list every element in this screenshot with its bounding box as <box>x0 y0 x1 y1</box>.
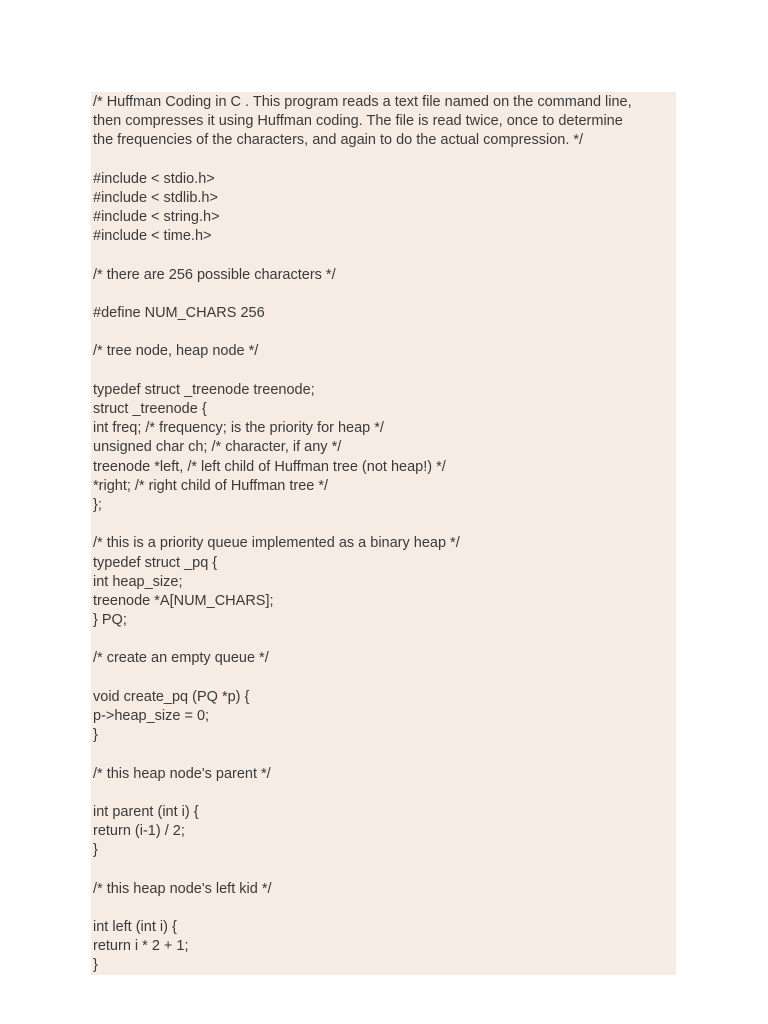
code-line: /* this heap node's left kid */ <box>93 880 272 897</box>
code-line: unsigned char ch; /* character, if any */ <box>93 439 342 456</box>
code-line: int parent (int i) { <box>93 803 199 820</box>
code-line: /* there are 256 possible characters */ <box>93 266 336 283</box>
code-line: the frequencies of the characters, and again to do the actual compression. */ <box>93 132 584 149</box>
code-line: } <box>93 842 98 859</box>
code-line: #define NUM_CHARS 256 <box>93 305 265 322</box>
code-line: return i * 2 + 1; <box>93 938 189 955</box>
code-line: *right; /* right child of Huffman tree */ <box>93 477 329 494</box>
code-line <box>93 323 676 342</box>
code-line <box>93 630 676 649</box>
code-line: /* create an empty queue */ <box>93 650 269 667</box>
code-line: /* this heap node's parent */ <box>93 765 271 782</box>
code-line: #include < stdlib.h> <box>93 189 218 206</box>
code-line: } <box>93 957 98 974</box>
code-line: } <box>93 727 98 744</box>
code-line <box>93 899 676 918</box>
code-line <box>93 247 676 266</box>
code-line: }; <box>93 496 102 513</box>
code-line: struct _treenode { <box>93 401 207 417</box>
code-line: #include < stdio.h> <box>93 170 215 187</box>
code-line <box>93 151 676 170</box>
code-line: int heap_size; <box>93 573 183 590</box>
code-line <box>93 285 676 304</box>
code-line: typedef struct _treenode treenode; <box>93 381 315 398</box>
code-line: treenode *A[NUM_CHARS]; <box>93 592 274 609</box>
code-line: void create_pq (PQ *p) { <box>93 688 250 705</box>
code-line <box>93 515 676 534</box>
code-line: int freq; /* frequency; is the priority for heap */ <box>93 420 384 437</box>
code-line: p->heap_size = 0; <box>93 708 210 724</box>
code-block <box>91 92 676 975</box>
code-line: /* this is a priority queue implemented as a binary heap */ <box>93 535 460 552</box>
code-line: /* tree node, heap node */ <box>93 343 259 360</box>
code-line <box>93 362 676 381</box>
code-line: } PQ; <box>93 612 127 629</box>
code-line <box>93 861 676 880</box>
code-line: #include < time.h> <box>93 228 212 245</box>
code-line <box>93 745 676 764</box>
code-line: return (i-1) / 2; <box>93 823 185 840</box>
code-line <box>93 669 676 688</box>
code-line: int left (int i) { <box>93 919 177 936</box>
code-line: #include < string.h> <box>93 209 220 226</box>
code-line: /* Huffman Coding in C . This program reads a text file named on the command line, <box>93 94 632 110</box>
code-line: typedef struct _pq { <box>93 554 218 571</box>
code-line: then compresses it using Huffman coding. The file is read twice, once to determine <box>93 113 623 130</box>
code-line <box>93 784 676 803</box>
code-line: treenode *left, /* left child of Huffman tree (not heap!) */ <box>93 458 446 475</box>
